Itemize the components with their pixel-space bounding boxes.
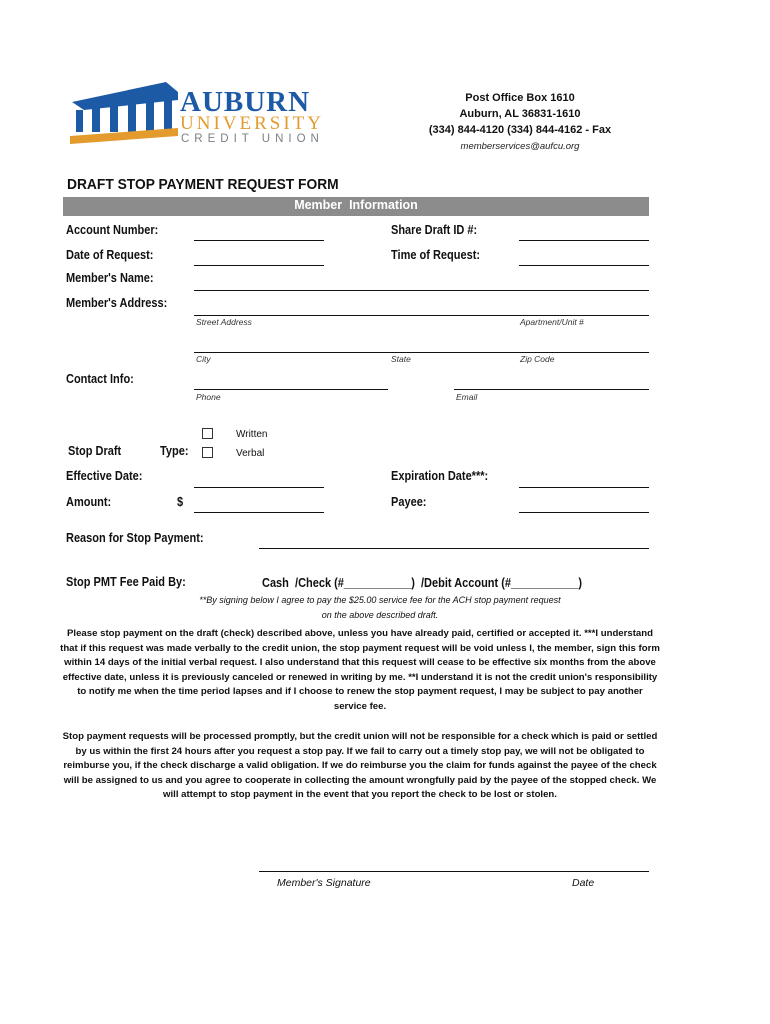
reason-field[interactable] (259, 531, 649, 547)
authorization-line-3: within 14 days of the initial verbal request. I also understand that this request will cease to be effective six months from the above (64, 657, 656, 669)
signature-caption: Member's Signature (277, 877, 371, 889)
logo-line2: UNIVERSITY (180, 113, 324, 134)
signature-line (259, 871, 649, 872)
apartment-unit-field[interactable] (510, 298, 649, 314)
logo-emblem-icon (70, 80, 180, 146)
payee-line (519, 512, 649, 513)
credit-union-logo (70, 80, 340, 150)
authorization-paragraph (60, 627, 660, 715)
address-line1: Post Office Box 1610 (465, 92, 575, 104)
time-of-request-label: Time of Request: (391, 248, 481, 262)
form-title: DRAFT STOP PAYMENT REQUEST FORM (67, 176, 339, 193)
contact-email[interactable]: memberservices@aufcu.org (460, 141, 580, 152)
members-name-label: Member's Name: (66, 271, 154, 285)
processing-paragraph (60, 730, 660, 803)
contact-info-label: Contact Info: (66, 372, 134, 386)
amount-line (194, 512, 324, 513)
signature-date-field[interactable] (540, 853, 649, 869)
signature-field[interactable] (259, 853, 529, 869)
time-of-request-field[interactable] (519, 248, 649, 264)
date-of-request-label: Date of Request: (66, 248, 154, 262)
email-caption: Email (456, 392, 478, 402)
state-caption: State (391, 354, 411, 364)
expiration-date-field[interactable] (519, 470, 649, 486)
logo-line3: CREDIT UNION (181, 133, 324, 145)
payee-label: Payee: (391, 495, 427, 509)
account-number-line (194, 240, 324, 241)
phone-field[interactable] (194, 372, 388, 388)
city-field[interactable] (194, 335, 384, 351)
members-name-field[interactable] (194, 273, 649, 289)
amount-label: Amount: (66, 495, 112, 509)
account-number-field[interactable] (194, 223, 324, 239)
authorization-line-2: that if this request was made verbally to the credit union, the stop payment request will be void unless I, the member, sign this form (60, 642, 660, 654)
stop-draft-label: Stop Draft (68, 444, 122, 458)
time-of-request-line (519, 265, 649, 266)
effective-date-line (194, 487, 324, 488)
date-of-request-field[interactable] (194, 248, 324, 264)
city-caption: City (196, 354, 211, 364)
logo-line1: AUBURN (180, 86, 311, 118)
zip-code-caption: Zip Code (520, 354, 555, 364)
street-address-line (194, 315, 649, 316)
fee-payment-options: Cash /Check (#___________) /Debit Account (#___________) (262, 576, 582, 590)
type-label: Type: (160, 444, 189, 458)
members-address-label: Member's Address: (66, 296, 168, 310)
date-caption: Date (572, 877, 595, 889)
dollar-sign: $ (177, 495, 184, 509)
authorization-line-5: to notify me when the time period lapses and if I choose to renew the stop payment request, I may be subject to pay another (77, 686, 643, 698)
phone-caption: Phone (196, 392, 221, 402)
verbal-option-label: Verbal (236, 448, 265, 459)
phone-fax: (334) 844-4120 (334) 844-4162 - Fax (428, 124, 612, 136)
fee-note-line2: on the above described draft. (321, 610, 439, 620)
section-title: Member Information (294, 198, 418, 212)
fee-paid-by-label: Stop PMT Fee Paid By: (66, 575, 186, 589)
street-address-caption: Street Address (196, 317, 252, 327)
share-draft-id-label: Share Draft ID #: (391, 223, 478, 237)
address-block (400, 90, 640, 156)
address-line2: Auburn, AL 36831-1610 (459, 108, 581, 120)
email-line (454, 389, 649, 390)
state-field[interactable] (390, 335, 510, 351)
phone-line (194, 389, 388, 390)
expiration-date-label: Expiration Date***: (391, 469, 489, 483)
processing-line-5: will attempt to stop payment in the event that you report the check to be lost or stolen. (163, 789, 557, 801)
share-draft-id-line (519, 240, 649, 241)
street-address-field[interactable] (194, 298, 494, 314)
members-name-line (194, 290, 649, 291)
reason-label: Reason for Stop Payment: (66, 531, 204, 545)
processing-line-4: will be assigned to us and you agree to cooperate in collecting the amount wrongfully paid by the payee of the stopped check. We (63, 774, 657, 786)
city-state-zip-line (194, 352, 649, 353)
apartment-unit-caption: Apartment/Unit # (520, 317, 584, 327)
authorization-line-6: service fee. (333, 700, 387, 712)
payee-field[interactable] (519, 495, 649, 511)
reason-line (259, 548, 649, 549)
authorization-line-1: Please stop payment on the draft (check) described above, unless you have already paid, certified or accepted it. ***I understand (67, 628, 653, 639)
zip-code-field[interactable] (518, 335, 649, 351)
processing-line-3: reimburse you, if the check discharge a valid obligation. If we do reimburse you the claim for funds against the payee of the check (63, 760, 657, 772)
written-checkbox[interactable] (202, 428, 213, 439)
authorization-line-4: effective date, unless it is previously canceled or renewed in writing by me. **I understand it is not the credit union's responsibility (62, 671, 658, 683)
email-field[interactable] (454, 372, 649, 388)
written-option-label: Written (236, 429, 268, 440)
account-number-label: Account Number: (66, 223, 159, 237)
effective-date-label: Effective Date: (66, 469, 143, 483)
processing-line-1: Stop payment requests will be processed promptly, but the credit union will not be responsible for a check which is paid or settled (62, 731, 658, 742)
amount-field[interactable] (194, 495, 324, 511)
effective-date-field[interactable] (194, 470, 324, 486)
verbal-checkbox[interactable] (202, 447, 213, 458)
date-of-request-line (194, 265, 324, 266)
expiration-date-line (519, 487, 649, 488)
fee-note-line1: **By signing below I agree to pay the $25.00 service fee for the ACH stop payment request (199, 595, 561, 605)
share-draft-id-field[interactable] (519, 223, 649, 239)
processing-line-2: by us within the first 24 hours after you request a stop pay. If we fail to carry out a timely stop pay, we will not be obligated to (75, 745, 645, 757)
